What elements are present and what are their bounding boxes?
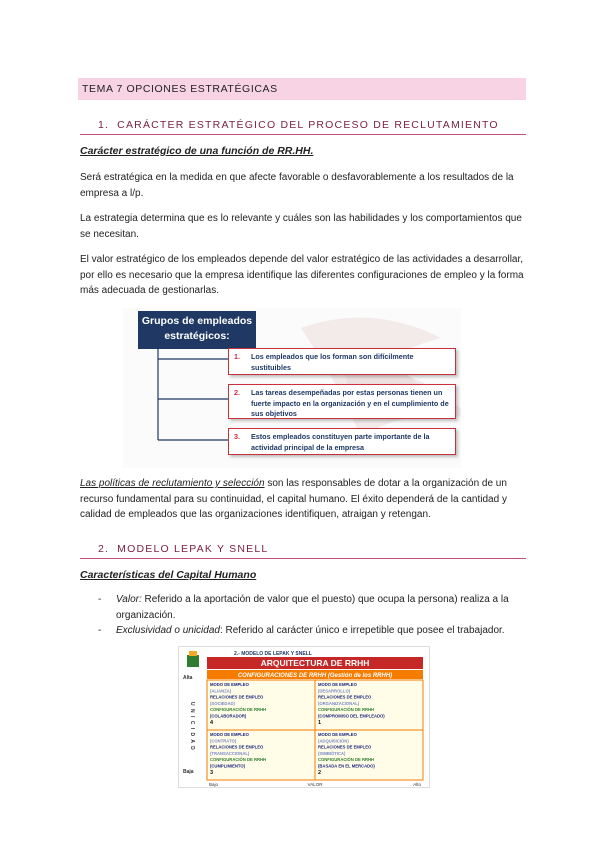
bullet-dash: - xyxy=(98,625,102,636)
y-high-label: Alta xyxy=(183,675,193,681)
cell-v1: (DESARROLLO) xyxy=(318,688,351,694)
bullet-dash: - xyxy=(98,594,102,605)
cell-l2: RELACIONES DE EMPLEO xyxy=(318,744,372,750)
item-text: Las tareas desempeñadas por estas personas tienen un fuerte impacto en la organización y en el cumplimiento de sus objetivos xyxy=(251,388,449,418)
item-number: 3. xyxy=(234,432,240,441)
figure-item xyxy=(228,384,456,419)
cell-n: 3 xyxy=(210,769,214,776)
section-title: CARÁCTER ESTRATÉGICO DEL PROCESO DE RECLUTAMIENTO xyxy=(117,119,499,131)
figure-title: Grupos de empleados estratégicos: xyxy=(138,311,256,349)
cell-v1: (ALIANZA) xyxy=(210,688,232,694)
cell-v2: (TRANSACCIONAL) xyxy=(210,750,250,756)
list-item xyxy=(80,592,526,623)
logo-icon xyxy=(187,655,199,667)
section-number: 2. xyxy=(98,543,110,555)
section-heading-2 xyxy=(80,540,526,559)
item-text: Estos empleados constituyen parte importante de la actividad principal de la empresa xyxy=(251,432,430,452)
cell-n: 1 xyxy=(318,719,322,726)
paragraph: El valor estratégico de los empleados depende del valor estratégico de las actividades a desarrollar, por ello es necesario que la empresa identifique las diferentes configuraciones de empleo y la forma más adecuada de gestionarlas. xyxy=(80,254,524,296)
item-number: 2. xyxy=(234,388,240,397)
cell-l2: RELACIONES DE EMPLEO xyxy=(210,744,264,750)
paragraph: Será estratégica en la medida en que afecte favorable o desfavorablemente a los resultados de la empresa a l/p. xyxy=(80,172,514,199)
figure-item xyxy=(228,348,456,375)
figure-strategic-groups xyxy=(123,308,461,468)
cell-v3: (BASADA EN EL MERCADO) xyxy=(318,763,375,769)
x-low-label: Bajo xyxy=(209,782,219,787)
cell-l1: MODO DE EMPLEO xyxy=(318,682,357,687)
architecture-diagram xyxy=(179,647,429,787)
emphasis: Las políticas de reclutamiento y selección xyxy=(80,478,265,489)
cell-l3: CONFIGURACIÓN DE RRHH xyxy=(210,757,267,763)
cell-l3: CONFIGURACIÓN DE RRHH xyxy=(210,707,267,713)
section-title: MODELO LEPAK Y SNELL xyxy=(117,543,269,555)
paragraph-text: son las responsables de dotar a la organización de un recurso fundamental para su continuidad, el capital humano. El éxito dependerá de la cantidad y calidad de empleados que las organizaciones identifiquen, atraigan y retengan. xyxy=(80,478,507,520)
bullet-label: Exclusividad o unicidad xyxy=(116,625,220,636)
cell-v3: (CUMPLIMIENTO) xyxy=(210,763,246,769)
x-high-label: Alto xyxy=(413,782,421,787)
figure-small-title: 2.- MODELO DE LEPAK Y SNELL xyxy=(234,651,312,657)
page-title: TEMA 7 OPCIONES ESTRATÉGICAS xyxy=(78,78,526,100)
y-low-label: Baja xyxy=(183,769,194,775)
item-text: Los empleados que los forman son difícilmente sustituibles xyxy=(251,352,414,372)
bullet-text: Referido a la aportación de valor que el puesto) que ocupa la persona) realiza a la organización. xyxy=(116,594,509,621)
cell-l1: MODO DE EMPLEO xyxy=(210,732,249,737)
sub-banner-text: CONFIGURACIONES DE RRHH (Gestión de los RRHH) xyxy=(237,673,393,679)
cell-n: 2 xyxy=(318,769,322,776)
cell-v1: (CONTRATO) xyxy=(210,738,237,744)
cell-l3: CONFIGURACIÓN DE RRHH xyxy=(318,707,375,713)
figure-item xyxy=(228,428,456,455)
paragraph xyxy=(80,476,526,523)
figure-hr-architecture xyxy=(178,646,430,788)
item-number: 1. xyxy=(234,352,240,361)
cell-v1: (ADQUISICIÓN) xyxy=(318,738,349,744)
paragraph: La estrategia determina que es lo relevante y cuáles son las habilidades y los comportamientos que se necesitan. xyxy=(80,213,522,240)
cell-v2: (ORGANIZACIONAL) xyxy=(318,700,360,706)
cell-v3: (COLABORADOR) xyxy=(210,713,247,719)
section-number: 1. xyxy=(98,119,110,131)
section-heading-1 xyxy=(80,116,526,135)
cell-v2: (SOCIEDAD) xyxy=(210,700,235,706)
cell-v3: (COMPROMISO DEL EMPLEADO) xyxy=(318,713,385,719)
x-axis-label: VALOR xyxy=(307,782,323,787)
cell-l2: RELACIONES DE EMPLEO xyxy=(210,694,264,700)
cell-l3: CONFIGURACIÓN DE RRHH xyxy=(318,757,375,763)
cell-v2: (SIMBIÓTICA) xyxy=(318,750,346,756)
banner-text: ARQUITECTURA DE RRHH xyxy=(260,658,370,668)
cell-l2: RELACIONES DE EMPLEO xyxy=(318,694,372,700)
bullet-label: Valor: xyxy=(116,594,142,605)
list-item xyxy=(80,623,526,639)
y-axis-label: U N I C I D A D xyxy=(189,702,195,751)
cell-l1: MODO DE EMPLEO xyxy=(210,682,249,687)
cell-l1: MODO DE EMPLEO xyxy=(318,732,357,737)
bullet-text: : Referido al carácter único e irrepetible que posee el trabajador. xyxy=(219,625,505,636)
cell-n: 4 xyxy=(210,719,214,726)
subheading: Carácter estratégico de una función de RR.HH. xyxy=(80,145,314,157)
subheading: Características del Capital Humano xyxy=(80,569,257,581)
